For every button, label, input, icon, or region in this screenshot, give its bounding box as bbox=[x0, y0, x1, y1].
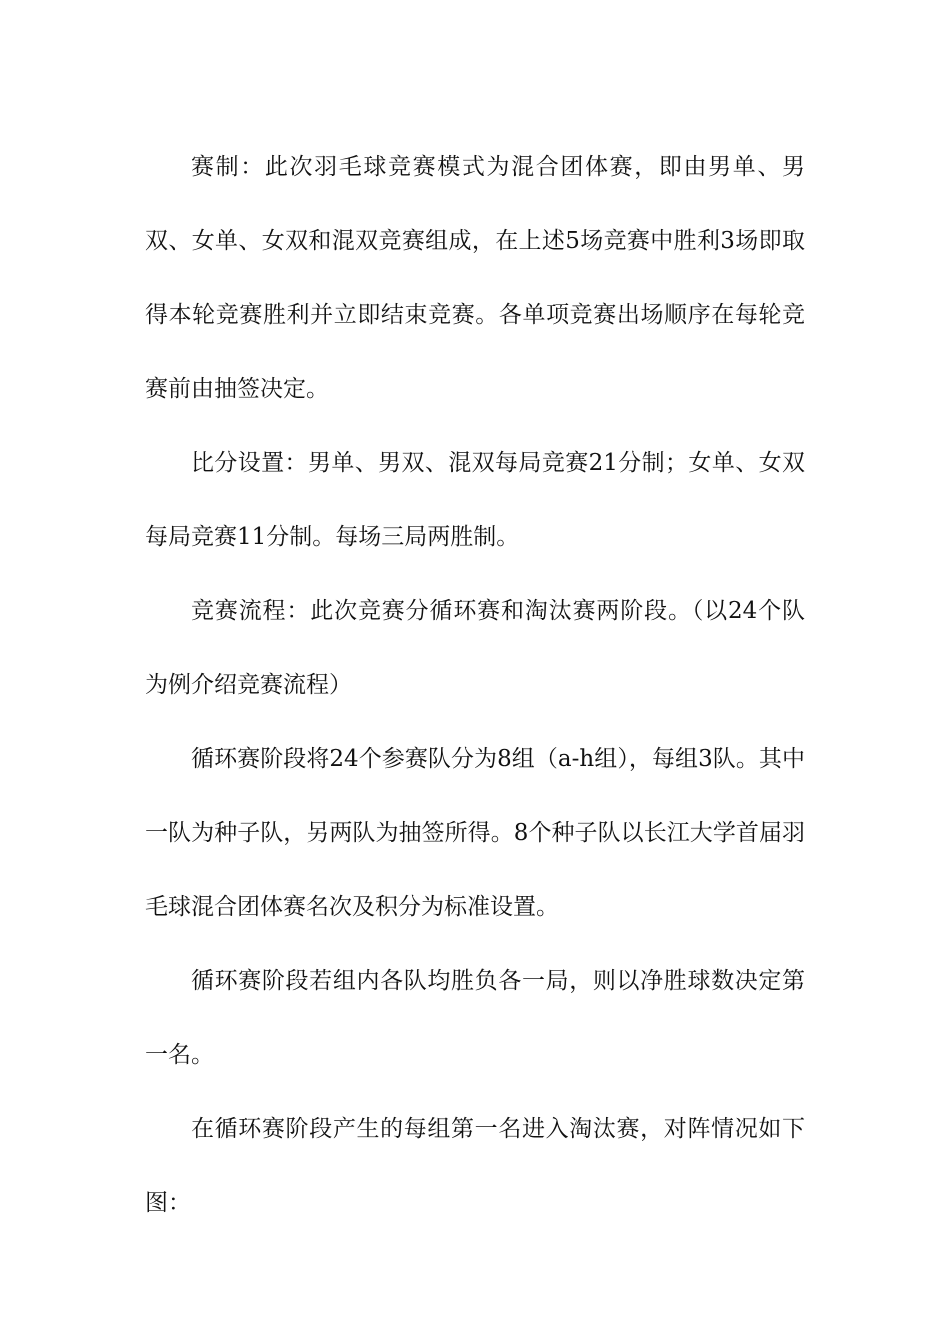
paragraph-scoring: 比分设置：男单、男双、混双每局竞赛21分制；女单、女双每局竞赛11分制。每场三局两胜制。 bbox=[145, 450, 805, 550]
document-body bbox=[145, 130, 805, 1240]
paragraph-round-robin-groups: 循环赛阶段将24个参赛队分为8组（a-h组），每组3队。其中一队为种子队，另两队为抽签所得。8个种子队以长江大学首届羽毛球混合团体赛名次及积分为标准设置。 bbox=[145, 746, 805, 920]
paragraph-knockout: 在循环赛阶段产生的每组第一名进入淘汰赛，对阵情况如下图： bbox=[145, 1116, 805, 1216]
paragraph-round-robin-tiebreak: 循环赛阶段若组内各队均胜负各一局，则以净胜球数决定第一名。 bbox=[145, 968, 805, 1068]
paragraph-format: 赛制：此次羽毛球竞赛模式为混合团体赛，即由男单、男双、女单、女双和混双竞赛组成，在上述5场竞赛中胜利3场即取得本轮竞赛胜利并立即结束竞赛。各单项竞赛出场顺序在每轮竞赛前由抽签决定。 bbox=[145, 154, 805, 402]
paragraph-procedure: 竞赛流程：此次竞赛分循环赛和淘汰赛两阶段。（以24个队为例介绍竞赛流程） bbox=[145, 598, 805, 698]
